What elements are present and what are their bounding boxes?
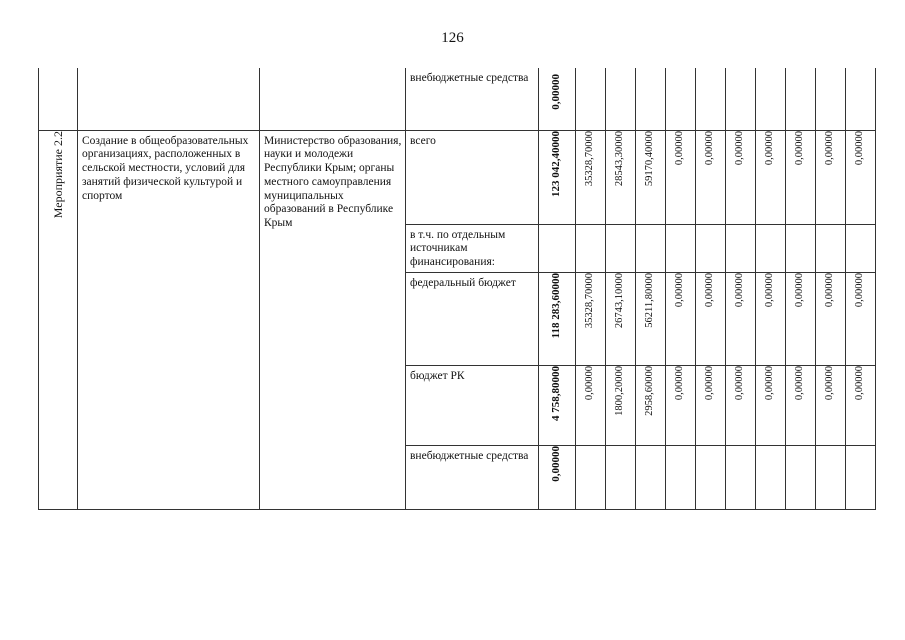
year-cell [726, 68, 756, 130]
year-cell [576, 272, 606, 365]
page-number: 126 [441, 30, 464, 46]
year-cell [816, 445, 846, 509]
year-cell [606, 68, 636, 130]
year-value: 0,00000 [764, 130, 776, 165]
year-cell [756, 445, 786, 509]
year-cell [636, 68, 666, 130]
year-value: 0,00000 [764, 272, 776, 308]
year-cell [726, 224, 756, 272]
year-value: 0,00000 [794, 365, 806, 401]
executor-name: Министерство образования, науки и молодежи Республики Крым; органы местного самоуправления муниципальных образований в Республике Крым [264, 134, 402, 230]
year-value: 0,00000 [734, 130, 746, 165]
year-cell [606, 130, 636, 224]
total-cell [539, 224, 576, 272]
year-value: 0,00000 [704, 365, 716, 401]
year-cell [636, 365, 666, 445]
year-value: 0,00000 [824, 365, 836, 401]
year-value: 0,00000 [854, 272, 866, 308]
year-value: 1800,20000 [614, 365, 626, 416]
source-cell [406, 272, 539, 365]
year-value: 35328,70000 [584, 272, 596, 329]
year-value: 0,00000 [734, 272, 746, 308]
year-cell [756, 68, 786, 130]
year-cell [816, 68, 846, 130]
year-cell [786, 365, 816, 445]
year-cell [696, 365, 726, 445]
year-value: 56211,80000 [644, 272, 656, 328]
year-cell [576, 365, 606, 445]
year-cell [696, 68, 726, 130]
source-cell [406, 130, 539, 224]
executor-cell [260, 130, 406, 509]
year-cell [846, 224, 876, 272]
year-cell [726, 445, 756, 509]
year-value: 2958,60000 [644, 365, 656, 416]
event-name: Создание в общеобразовательных организациях, расположенных в сельской местности, условий для занятий физической культурой и спортом [82, 134, 249, 202]
year-cell [636, 224, 666, 272]
event-name-cell-empty [78, 68, 260, 130]
year-cell [636, 445, 666, 509]
year-cell [666, 130, 696, 224]
year-cell [696, 224, 726, 272]
year-cell [636, 272, 666, 365]
year-cell [606, 224, 636, 272]
year-value: 0,00000 [824, 272, 836, 308]
year-cell [636, 130, 666, 224]
year-cell [756, 365, 786, 445]
source-label: внебюджетные средства [410, 72, 529, 84]
year-cell [726, 365, 756, 445]
year-value: 0,00000 [734, 365, 746, 401]
year-value: 0,00000 [584, 365, 596, 401]
total-cell [539, 68, 576, 130]
year-cell [696, 445, 726, 509]
event-label-cell-empty [39, 68, 78, 130]
year-cell [786, 224, 816, 272]
total-value: 0,00000 [550, 74, 563, 110]
source-cell [406, 445, 539, 509]
event-label: Мероприятие 2.2 [50, 130, 65, 218]
year-value: 59170,40000 [644, 130, 656, 186]
source-label: в т.ч. по отдельным источникам финансирования: [410, 228, 506, 269]
total-cell [539, 130, 576, 224]
year-value: 0,00000 [794, 130, 806, 165]
year-value: 0,00000 [764, 365, 776, 401]
year-cell [846, 130, 876, 224]
year-cell [846, 445, 876, 509]
year-cell [786, 130, 816, 224]
year-cell [726, 272, 756, 365]
year-value: 0,00000 [704, 272, 716, 308]
year-value: 0,00000 [794, 272, 806, 308]
year-cell [666, 365, 696, 445]
total-value: 118 283,60000 [550, 272, 563, 339]
year-cell [666, 445, 696, 509]
year-cell [606, 445, 636, 509]
source-label: бюджет РК [410, 369, 465, 382]
total-value: 123 042,40000 [550, 130, 563, 197]
table-row-continuation [39, 68, 876, 130]
year-cell [846, 272, 876, 365]
source-label: внебюджетные средства [410, 449, 529, 462]
year-cell [786, 445, 816, 509]
year-cell [756, 272, 786, 365]
total-cell [539, 365, 576, 445]
total-cell [539, 272, 576, 365]
table-row [39, 130, 876, 224]
year-value: 26743,10000 [614, 272, 626, 329]
year-cell [606, 365, 636, 445]
source-label: всего [410, 134, 436, 147]
event-label-cell [39, 130, 78, 509]
year-cell [816, 130, 846, 224]
year-cell [756, 224, 786, 272]
year-value: 28543,30000 [614, 130, 626, 186]
year-value: 0,00000 [824, 130, 836, 165]
year-cell [666, 224, 696, 272]
year-cell [576, 130, 606, 224]
source-label: федеральный бюджет [410, 276, 516, 289]
year-cell [786, 68, 816, 130]
year-cell [726, 130, 756, 224]
source-cell [406, 224, 539, 272]
event-name-cell [78, 130, 260, 509]
year-cell [576, 68, 606, 130]
source-cell [406, 68, 539, 130]
total-value: 4 758,80000 [550, 365, 563, 421]
year-cell [846, 365, 876, 445]
year-cell [696, 130, 726, 224]
total-cell [539, 445, 576, 509]
year-cell [816, 365, 846, 445]
year-cell [786, 272, 816, 365]
year-cell [696, 272, 726, 365]
year-value: 0,00000 [854, 365, 866, 401]
year-cell [576, 224, 606, 272]
year-cell [576, 445, 606, 509]
year-cell [846, 68, 876, 130]
year-cell [756, 130, 786, 224]
year-cell [606, 272, 636, 365]
total-value: 0,00000 [550, 445, 563, 482]
year-value: 0,00000 [674, 130, 686, 165]
year-value: 0,00000 [854, 130, 866, 165]
year-cell [816, 224, 846, 272]
source-cell [406, 365, 539, 445]
budget-table [38, 68, 876, 510]
executor-cell-empty [260, 68, 406, 130]
year-value: 0,00000 [674, 365, 686, 401]
year-value: 35328,70000 [584, 130, 596, 186]
year-value: 0,00000 [674, 272, 686, 308]
year-cell [666, 68, 696, 130]
year-value: 0,00000 [704, 130, 716, 165]
year-cell [666, 272, 696, 365]
year-cell [816, 272, 846, 365]
